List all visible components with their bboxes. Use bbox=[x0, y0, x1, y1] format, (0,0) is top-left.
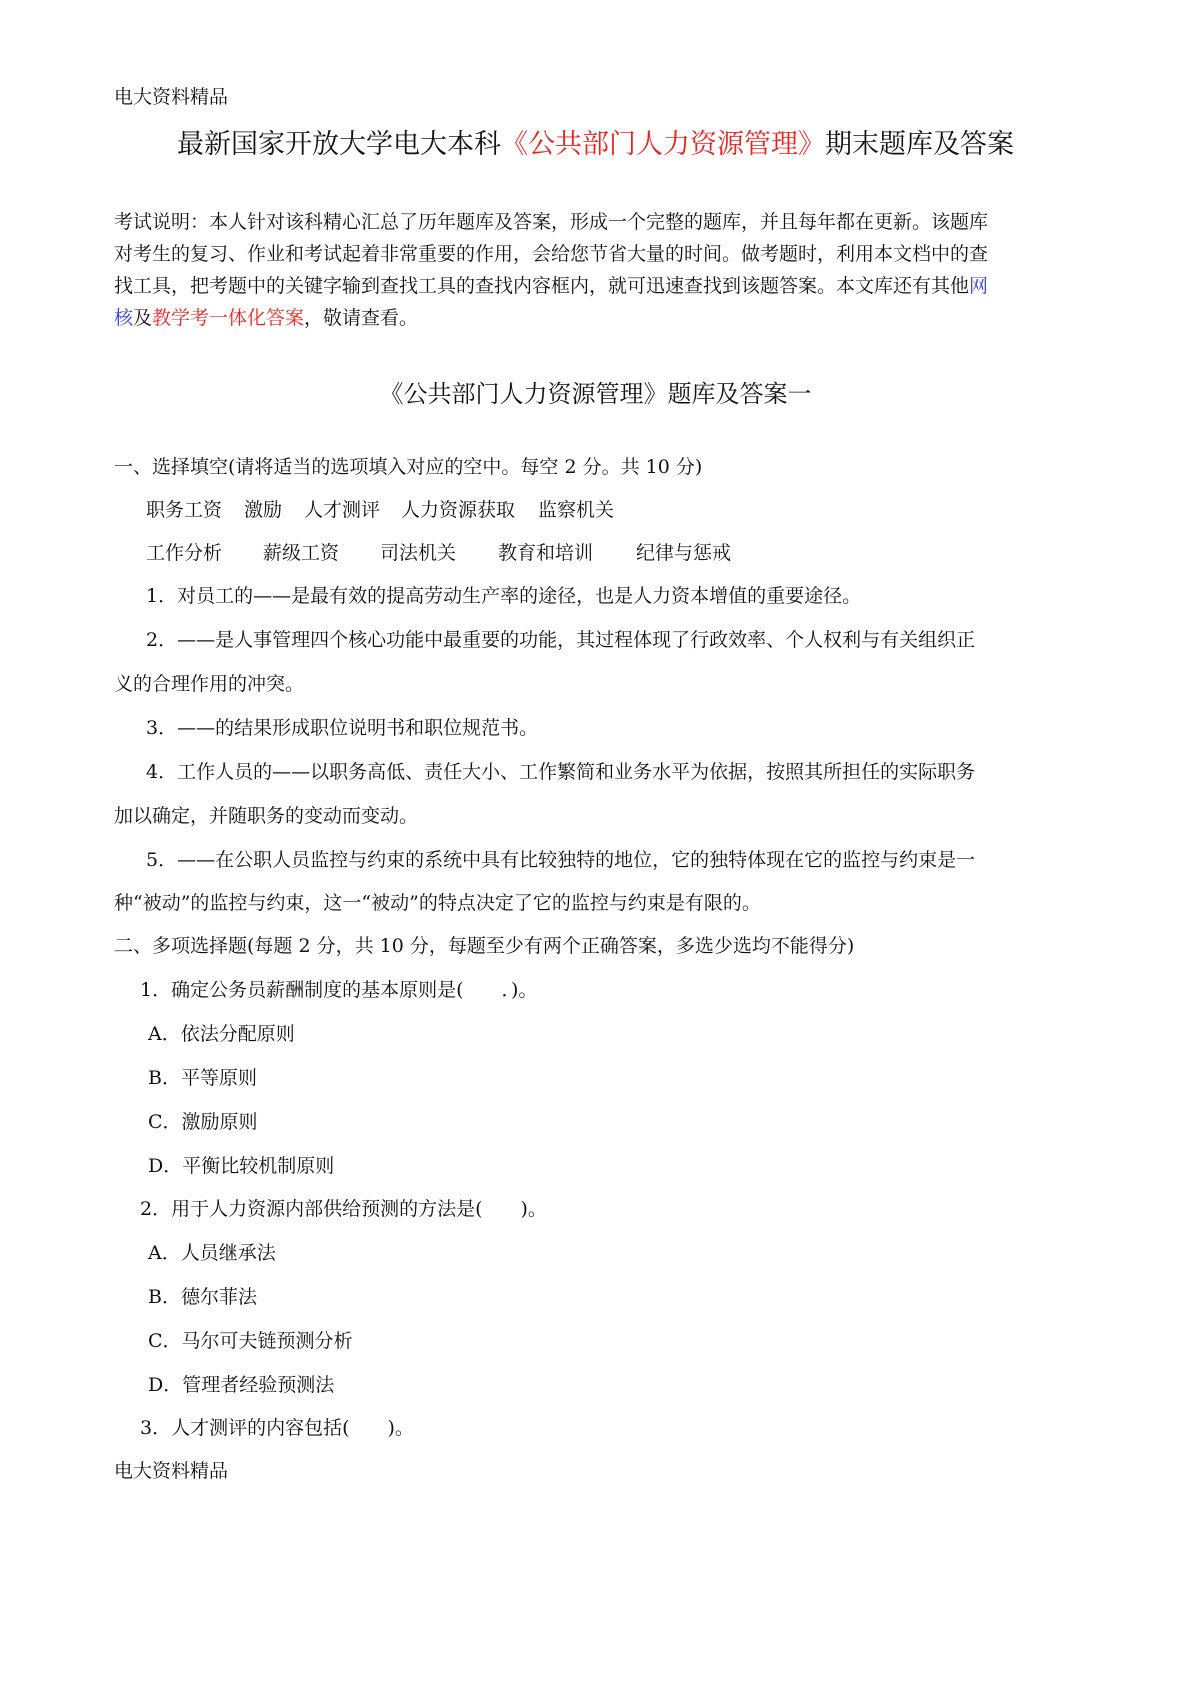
intro-line: 考试说明：本人针对该科精心汇总了历年题库及答案，形成一个完整的题库，并且每年都在更新。该题库 bbox=[114, 211, 989, 233]
fill-question-2: 2．——是人事管理四个核心功能中最重要的功能，其过程体现了行政效率、个人权利与有关组织正 bbox=[146, 629, 976, 651]
page-header-label: 电大资料精品 bbox=[114, 86, 229, 108]
option-word: 职务工资 bbox=[146, 499, 223, 521]
fill-question-4: 4．工作人员的——以职务高低、责任大小、工作繁简和业务水平为依据，按照其所担任的实际职务 bbox=[146, 761, 976, 783]
fill-question-5-cont: 种“被动”的监控与约束，这一“被动”的特点决定了它的监控与约束是有限的。 bbox=[114, 892, 761, 914]
option-word: 人力资源获取 bbox=[401, 499, 516, 521]
section-subtitle: 《公共部门人力资源管理》题库及答案一 bbox=[379, 380, 812, 408]
teaching-answers-link[interactable]: 教学考一体化答案 bbox=[152, 307, 305, 329]
mc-option: C．马尔可夫链预测分析 bbox=[148, 1330, 353, 1352]
option-word: 司法机关 bbox=[380, 542, 457, 564]
title-prefix: 最新国家开放大学电大本科 bbox=[177, 129, 501, 160]
fill-question-2-cont: 义的合理作用的冲突。 bbox=[114, 673, 305, 695]
option-word: 纪律与惩戒 bbox=[636, 542, 732, 564]
option-word: 人才测评 bbox=[304, 499, 381, 521]
title-course-name: 《公共部门人力资源管理》 bbox=[501, 129, 825, 160]
mc-option: B．平等原则 bbox=[148, 1067, 257, 1089]
option-word: 工作分析 bbox=[146, 542, 223, 564]
fill-question-4-cont: 加以确定，并随职务的变动而变动。 bbox=[114, 805, 419, 827]
document-title bbox=[0, 122, 1191, 161]
fill-question-5: 5．——在公职人员监控与约束的系统中具有比较独特的地位，它的独特体现在它的监控与约束是一 bbox=[146, 849, 976, 871]
wanghe-link-part1[interactable]: 网 bbox=[969, 275, 989, 297]
option-word: 教育和培训 bbox=[498, 542, 594, 564]
title-suffix: 期末题库及答案 bbox=[825, 129, 1014, 160]
mc-option: A．依法分配原则 bbox=[148, 1023, 295, 1045]
section1-heading: 一、选择填空(请将适当的选项填入对应的空中。每空 2 分。共 10 分) bbox=[114, 456, 703, 478]
option-word: 监察机关 bbox=[538, 499, 615, 521]
wanghe-link-part2[interactable]: 核 bbox=[114, 307, 134, 329]
mc-option: A．人员继承法 bbox=[148, 1242, 276, 1264]
mc-option: C．激励原则 bbox=[148, 1111, 258, 1133]
exam-instructions bbox=[114, 206, 1082, 334]
option-word: 薪级工资 bbox=[263, 542, 340, 564]
mc-option: D．平衡比较机制原则 bbox=[148, 1155, 335, 1177]
option-word: 激励 bbox=[244, 499, 283, 521]
mc-option: B．德尔菲法 bbox=[148, 1286, 257, 1308]
mc-question-1: 1．确定公务员薪酬制度的基本原则是( ．)。 bbox=[140, 979, 538, 1001]
fill-question-1: 1．对员工的——是最有效的提高劳动生产率的途径，也是人力资本增值的重要途径。 bbox=[146, 585, 862, 607]
intro-line: 核及教学考一体化答案，敬请查看。 bbox=[114, 307, 419, 329]
intro-line: 找工具，把考题中的关键字输到查找工具的查找内容框内，就可迅速查找到该题答案。本文库还有其他网 bbox=[114, 275, 989, 297]
mc-question-2: 2．用于人力资源内部供给预测的方法是( )。 bbox=[140, 1198, 547, 1220]
mc-question-3: 3．人才测评的内容包括( )。 bbox=[140, 1417, 414, 1439]
mc-option: D．管理者经验预测法 bbox=[148, 1374, 335, 1396]
section2-heading: 二、多项选择题(每题 2 分，共 10 分，每题至少有两个正确答案，多选少选均不能得分) bbox=[114, 935, 855, 957]
fill-question-3: 3．——的结果形成职位说明书和职位规范书。 bbox=[146, 717, 539, 739]
page-footer-label: 电大资料精品 bbox=[114, 1460, 229, 1482]
intro-line: 对考生的复习、作业和考试起着非常重要的作用，会给您节省大量的时间。做考题时，利用本文档中的查 bbox=[114, 243, 989, 265]
